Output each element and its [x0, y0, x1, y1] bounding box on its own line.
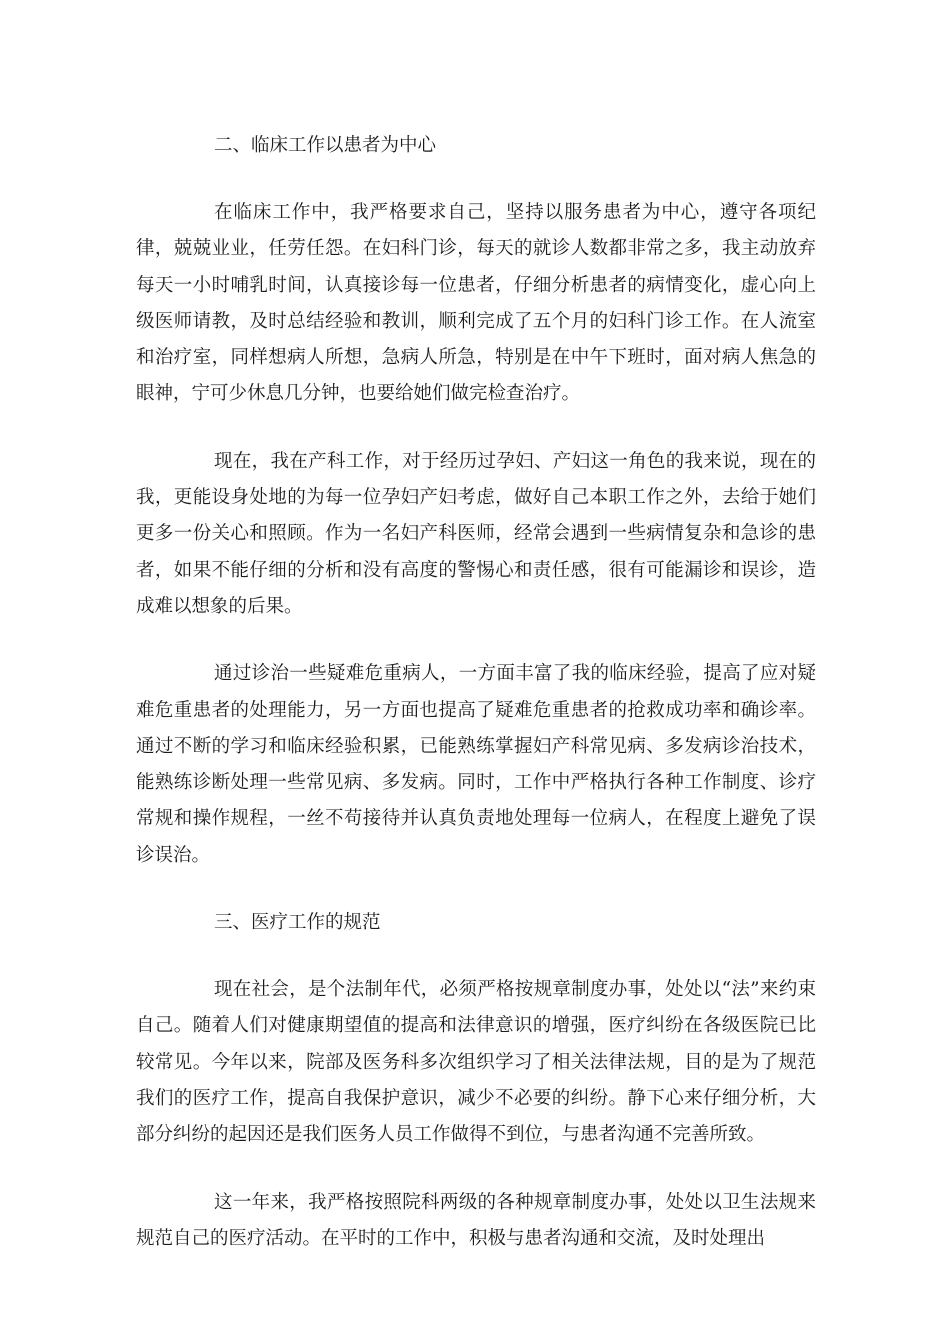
paragraph-obstetrics-work: 现在，我在产科工作，对于经历过孕妇、产妇这一角色的我来说，现在的我，更能设身处地的为每一位孕妇产妇考虑，做好自己本职工作之外，去给于她们更多一份关心和照顾。作为一名妇产科医师，经常会遇到一些病情复杂和急诊的患者，如果不能仔细的分析和没有高度的警惕心和责任感，很有可能漏诊和误诊，造成难以想象的后果。 [136, 450, 816, 617]
section-heading-clinical-work: 二、临床工作以患者为中心 [214, 135, 437, 156]
paragraph-critical-patients: 通过诊治一些疑难危重病人，一方面丰富了我的临床经验，提高了应对疑难危重患者的处理能力，另一方面也提高了疑难危重患者的抢救成功率和确诊率。通过不断的学习和临床经验积累，已能熟练掌握妇产科常见病、多发病诊治技术，能熟练诊断处理一些常见病、多发病。同时，工作中严格执行各种工作制度、诊疗常规和操作规程，一丝不苟接待并认真负责地处理每一位病人，在程度上避免了误诊误治。 [136, 663, 816, 866]
paragraph-this-year: 这一年来，我严格按照院科两级的各种规章制度办事，处处以卫生法规来规范自己的医疗活动。在平时的工作中，积极与患者沟通和交流，及时处理出 [136, 1191, 816, 1249]
document-body [136, 128, 816, 1257]
section-heading-medical-norms: 三、医疗工作的规范 [214, 912, 381, 934]
paragraph-legal-era: 现在社会，是个法制年代，必须严格按规章制度办事，处处以“法”来约束自己。随着人们对健康期望值的提高和法律意识的增强，医疗纠纷在各级医院已比较常见。今年以来，院部及医务科多次组织学习了相关法律法规，目的是为了规范我们的医疗工作，提高自我保护意识，减少不必要的纠纷。静下心来仔细分析，大部分纠纷的起因还是我们医务人员工作做得不到位，与患者沟通不完善所致。 [136, 979, 816, 1146]
paragraph-gynecology-clinic: 在临床工作中，我严格要求自己，坚持以服务患者为中心，遵守各项纪律，兢兢业业，任劳任怨。在妇科门诊，每天的就诊人数都非常之多，我主动放弃每天一小时哺乳时间，认真接诊每一位患者，仔细分析患者的病情变化，虚心向上级医师请教，及时总结经验和教训，顺利完成了五个月的妇科门诊工作。在人流室和治疗室，同样想病人所想，急病人所急，特别是在中午下班时，面对病人焦急的眼神，宁可少休息几分钟，也要给她们做完检查治疗。 [136, 202, 816, 405]
